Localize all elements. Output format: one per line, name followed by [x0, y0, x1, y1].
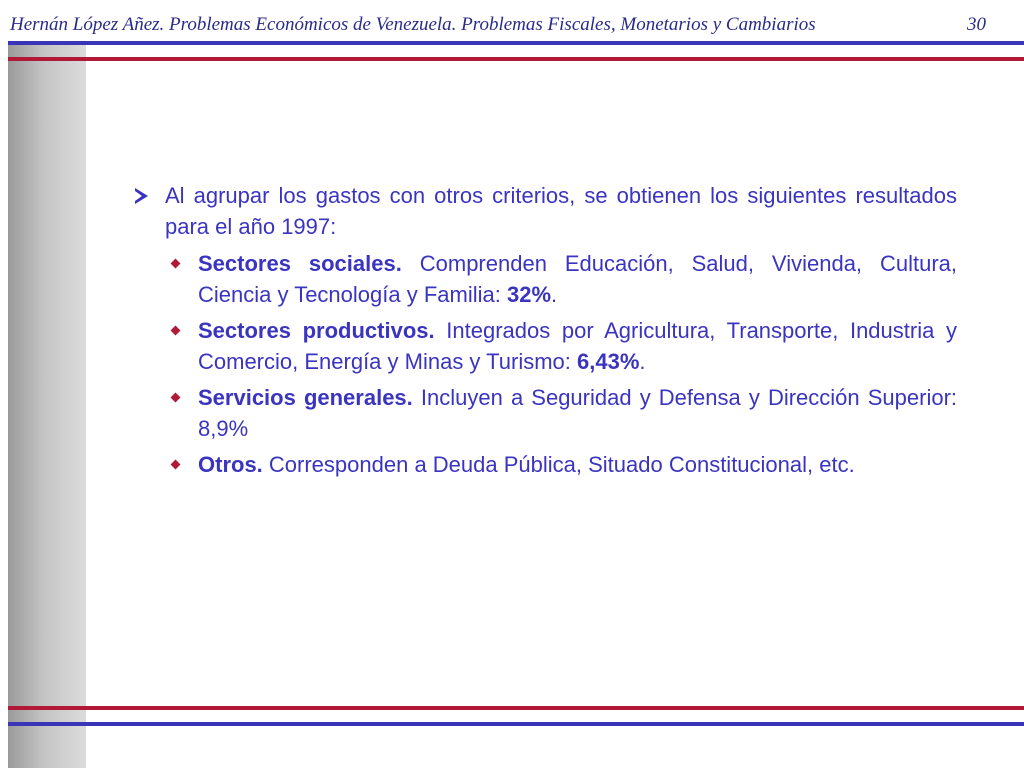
sub-bullet-list: [135, 248, 957, 480]
item-heading: Otros.: [198, 452, 263, 477]
diamond-bullet-icon: [171, 460, 181, 470]
item-heading: Servicios generales.: [198, 385, 413, 410]
header-title: Hernán López Añez. Problemas Económicos de Venezuela. Problemas Fiscales, Monetarios y Cambiarios: [10, 14, 816, 35]
item-value: 6,43%: [577, 349, 640, 374]
diamond-bullet-icon: [171, 326, 181, 336]
list-item: [135, 382, 957, 444]
main-bullet: [135, 180, 957, 242]
header-rule-blue: [8, 41, 1024, 45]
list-item: [135, 248, 957, 310]
item-end: .: [551, 282, 558, 307]
item-text: Incluyen a Seguridad y Defensa y Dirección Superior: 8,9%: [198, 385, 958, 441]
sidebar-gradient-band: [8, 42, 86, 768]
header-rule-red: [8, 57, 1024, 61]
item-heading: Sectores productivos.: [198, 318, 435, 343]
item-text: Corresponden a Deuda Pública, Situado Constitucional, etc.: [262, 452, 855, 477]
slide-content: [135, 180, 957, 485]
page-number: 30: [967, 14, 986, 35]
list-item: [135, 315, 957, 377]
footer-rule-red: [8, 706, 1024, 710]
item-text: Comprenden Educación, Salud, Vivienda, Cultura, Ciencia y Tecnología y Familia:: [198, 251, 957, 307]
item-text: Integrados por Agricultura, Transporte, Industria y Comercio, Energía y Minas y Turismo:: [198, 318, 957, 374]
main-bullet-text: Al agrupar los gastos con otros criterios, se obtienen los siguientes resultados para el año 1997:: [165, 183, 957, 239]
page-header: [10, 14, 990, 40]
item-heading: Sectores sociales.: [198, 251, 402, 276]
item-end: .: [639, 349, 646, 374]
list-item: [135, 449, 957, 480]
diamond-bullet-icon: [171, 259, 181, 269]
footer-rule-blue: [8, 722, 1024, 726]
diamond-bullet-icon: [171, 393, 181, 403]
item-value: 32%: [506, 282, 552, 307]
arrow-bullet-icon: [135, 188, 148, 204]
